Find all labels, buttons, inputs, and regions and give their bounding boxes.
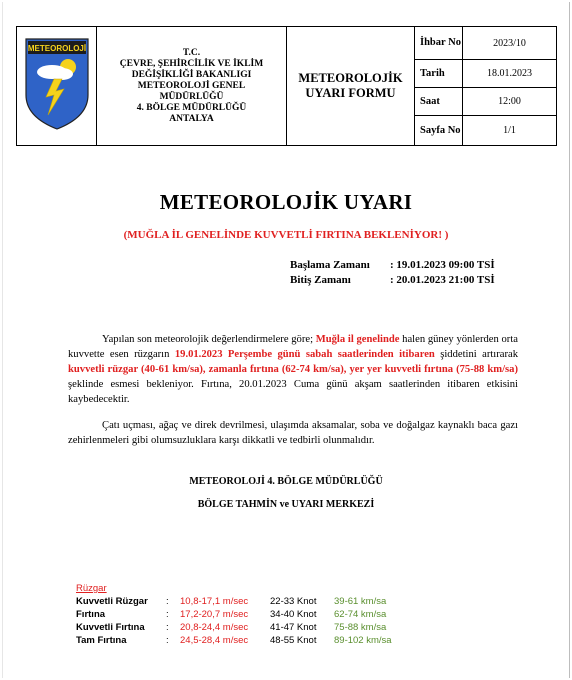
legend-knot: 41-47 Knot <box>270 622 317 633</box>
field-label-saat: Saat <box>415 88 463 116</box>
end-label: Bitiş Zamanı <box>290 274 351 286</box>
legend-name: Fırtına <box>76 609 106 620</box>
org-line: 4. BÖLGE MÜDÜRLÜĞÜ <box>136 102 247 113</box>
office-name: METEOROLOJİ 4. BÖLGE MÜDÜRLÜĞÜ <box>189 476 383 487</box>
field-value-saat: 12:00 <box>463 88 557 116</box>
p2-text: Çatı uçması, ağaç ve direk devrilmesi, ulaşımda aksamalar, soba ve doğalgaz kaynaklı baca gazı zehirlenmeleri gibi olumsuzluklara karşı dikkatli ve tedbirli olunmalıdır. <box>68 420 518 446</box>
wind-legend <box>76 583 414 647</box>
warning-paragraph <box>68 332 518 407</box>
legend-kmh: 62-74 km/sa <box>334 609 387 620</box>
legend-sep: : <box>166 609 169 620</box>
legend-ms: 10,8-17,1 m/sec <box>180 596 249 607</box>
field-label-ihbar: İhbar No <box>415 27 463 60</box>
org-line: MÜDÜRLÜĞÜ <box>159 91 224 102</box>
start-time-row <box>290 258 495 273</box>
legend-kmh: 89-102 km/sa <box>334 635 392 646</box>
p1-highlight: Muğla il genelinde <box>315 334 400 345</box>
p1-text: şeklinde esmesi bekleniyor. Fırtına, 20.01.2023 Cuma günü akşam saatlerinden itibaren etkisini kaybedecektir. <box>68 379 518 405</box>
legend-ms: 24,5-28,4 m/sec <box>180 635 249 646</box>
legend-kmh: 75-88 km/sa <box>334 622 387 633</box>
org-line: T.C. <box>182 47 201 58</box>
field-value-ihbar: 2023/10 <box>463 27 557 60</box>
p1-highlight: 19.01.2023 Perşembe günü sabah saatlerinden itibaren <box>174 349 435 360</box>
field-label-sayfa: Sayfa No <box>415 116 463 146</box>
p1-text: şiddetini artırarak <box>434 349 518 360</box>
warning-times <box>290 258 495 288</box>
meteoroloji-logo <box>24 37 90 131</box>
start-label: Başlama Zamanı <box>290 259 370 271</box>
legend-name: Kuvvetli Fırtına <box>76 622 145 633</box>
header-table <box>16 26 557 146</box>
legend-knot: 48-55 Knot <box>270 635 317 646</box>
center-name: BÖLGE TAHMİN ve UYARI MERKEZİ <box>197 499 375 510</box>
precaution-paragraph <box>68 418 518 448</box>
logo-cell <box>17 27 97 146</box>
legend-row <box>76 595 414 608</box>
p1-text: Yapılan son meteorolojik değerlendirmelere göre; <box>102 334 316 345</box>
legend-sep: : <box>166 635 169 646</box>
org-line: ÇEVRE, ŞEHİRCİLİK VE İKLİM <box>119 58 264 69</box>
legend-knot: 22-33 Knot <box>270 596 317 607</box>
legend-kmh: 39-61 km/sa <box>334 596 387 607</box>
start-value: : 19.01.2023 09:00 TSİ <box>390 259 495 271</box>
end-value: : 20.01.2023 21:00 TSİ <box>390 274 495 286</box>
legend-knot: 34-40 Knot <box>270 609 317 620</box>
warning-title: METEOROLOJİK UYARI <box>159 190 413 214</box>
form-title <box>287 27 415 146</box>
legend-sep: : <box>166 596 169 607</box>
p1-highlight: kuvvetli rüzgar (40-61 km/sa), zamanla fırtına (62-74 km/sa), yer yer kuvvetli fırtına (75-88 km/sa) <box>68 364 518 375</box>
field-value-sayfa: 1/1 <box>463 116 557 146</box>
legend-ms: 17,2-20,7 m/sec <box>180 609 249 620</box>
form-title-line: UYARI FORMU <box>305 86 396 100</box>
org-line: ANTALYA <box>169 113 214 124</box>
legend-name: Tam Fırtına <box>76 635 127 646</box>
field-value-tarih: 18.01.2023 <box>463 60 557 88</box>
p1-text: halen güney yönlerden orta kuvvette esen rüzgarın <box>68 334 518 360</box>
legend-row <box>76 608 414 621</box>
field-label-tarih: Tarih <box>415 60 463 88</box>
legend-name: Kuvvetli Rüzgar <box>76 596 148 607</box>
org-line: DEĞİŞİKLİĞİ BAKANLIGI <box>131 69 252 80</box>
legend-ms: 20,8-24,4 m/sec <box>180 622 249 633</box>
org-line: METEOROLOJİ GENEL <box>137 80 246 91</box>
end-time-row <box>290 273 495 288</box>
legend-sep: : <box>166 622 169 633</box>
legend-row <box>76 621 414 634</box>
form-title-line: METEOROLOJİK <box>298 71 403 85</box>
organization-block <box>97 27 287 146</box>
warning-subtitle: (MUĞLA İL GENELİNDE KUVVETLİ FIRTINA BEKLENİYOR! ) <box>123 229 449 241</box>
logo-text: METEOROLOJİ <box>27 43 86 53</box>
legend-row <box>76 634 414 647</box>
legend-heading: Rüzgar <box>76 583 107 594</box>
